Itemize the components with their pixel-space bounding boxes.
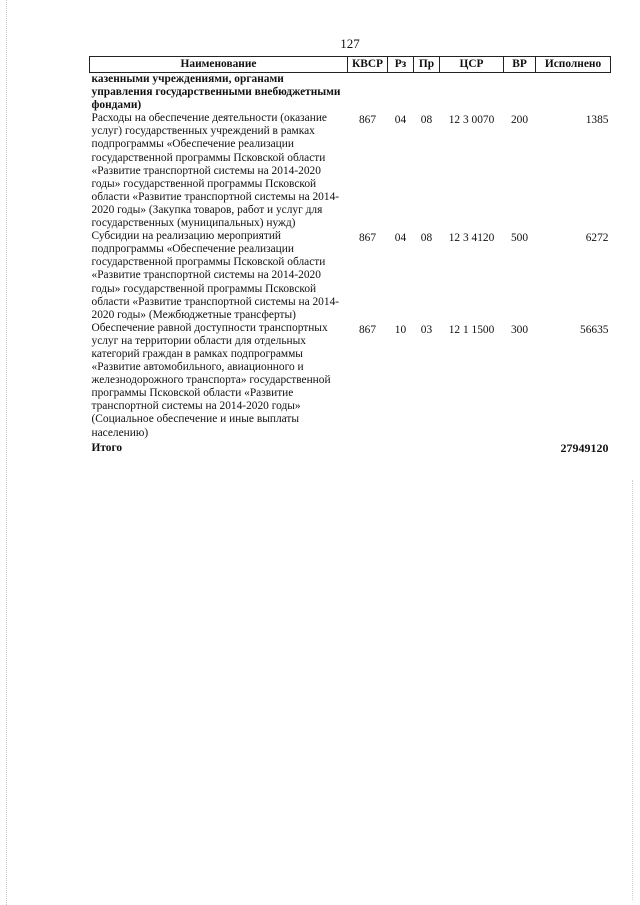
total-label: Итого bbox=[91, 441, 123, 454]
header-pr: Пр bbox=[414, 57, 440, 73]
row-amount: 56635 bbox=[580, 323, 609, 336]
table-row bbox=[90, 112, 611, 230]
total-row bbox=[90, 440, 611, 455]
row-vr: 300 bbox=[510, 323, 529, 336]
scan-margin-line-left bbox=[6, 0, 7, 905]
row-kvsr: 867 bbox=[358, 232, 377, 245]
header-csr: ЦСР bbox=[440, 57, 504, 73]
header-amount: Исполнено bbox=[536, 57, 611, 73]
row-amount: 6272 bbox=[585, 232, 609, 245]
continuation-row bbox=[90, 73, 611, 113]
total-amount: 27949120 bbox=[560, 440, 609, 455]
table-row bbox=[90, 322, 611, 440]
row-amount: 1385 bbox=[585, 114, 609, 127]
row-vr: 500 bbox=[510, 232, 529, 245]
row-pr: 08 bbox=[420, 232, 433, 245]
row-name: Обеспечение равной доступности транспортных услуг на территории области для отдельных категорий граждан в рамках подпрограммы «Развитие автомобильного, авиационного и железнодорожного транспорта» государственной программы Псковской области «Развитие транспортной системы на 2014-2020 годы» (Социальное обеспечение и иные выплаты населению) bbox=[91, 321, 331, 439]
table-header-row bbox=[90, 57, 611, 73]
row-rz: 04 bbox=[394, 114, 407, 127]
row-kvsr: 867 bbox=[358, 323, 377, 336]
header-vr: ВР bbox=[504, 57, 536, 73]
header-rz: Рз bbox=[388, 57, 414, 73]
row-rz: 10 bbox=[394, 323, 407, 336]
table-row bbox=[90, 230, 611, 322]
row-name: Расходы на обеспечение деятельности (оказание услуг) государственных учреждений в рамках подпрограммы «Обеспечение реализации государственной программы Псковской области «Развитие транспортной системы на 2014-2020 годы» государственной программы Псковской области «Развитие транспортной системы на 2014-2020 годы» (Закупка товаров, работ и услуг для государственных (муниципальных) нужд) bbox=[91, 112, 340, 230]
header-name: Наименование bbox=[90, 57, 348, 73]
scan-margin-line-right bbox=[632, 480, 633, 900]
row-pr: 03 bbox=[420, 323, 433, 336]
row-name: Субсидии на реализацию мероприятий подпрограммы «Обеспечение реализации государственной программы Псковской области «Развитие транспортной системы на 2014-2020 годы» государственной программы Псковской области «Развитие транспортной системы на 2014-2020 годы» (Межбюджетные трансферты) bbox=[91, 230, 340, 321]
continuation-text: казенными учреждениями, органами управления государственными внебюджетными фондами) bbox=[91, 73, 341, 112]
row-pr: 08 bbox=[420, 114, 433, 127]
row-vr: 200 bbox=[510, 114, 529, 127]
budget-execution-table bbox=[89, 56, 611, 455]
page-number: 127 bbox=[340, 36, 360, 51]
row-csr: 12 3 4120 bbox=[448, 232, 495, 245]
row-rz: 04 bbox=[394, 232, 407, 245]
row-csr: 12 3 0070 bbox=[448, 114, 495, 127]
row-kvsr: 867 bbox=[358, 114, 377, 127]
header-kvsr: КВСР bbox=[348, 57, 388, 73]
row-csr: 12 1 1500 bbox=[448, 323, 495, 336]
